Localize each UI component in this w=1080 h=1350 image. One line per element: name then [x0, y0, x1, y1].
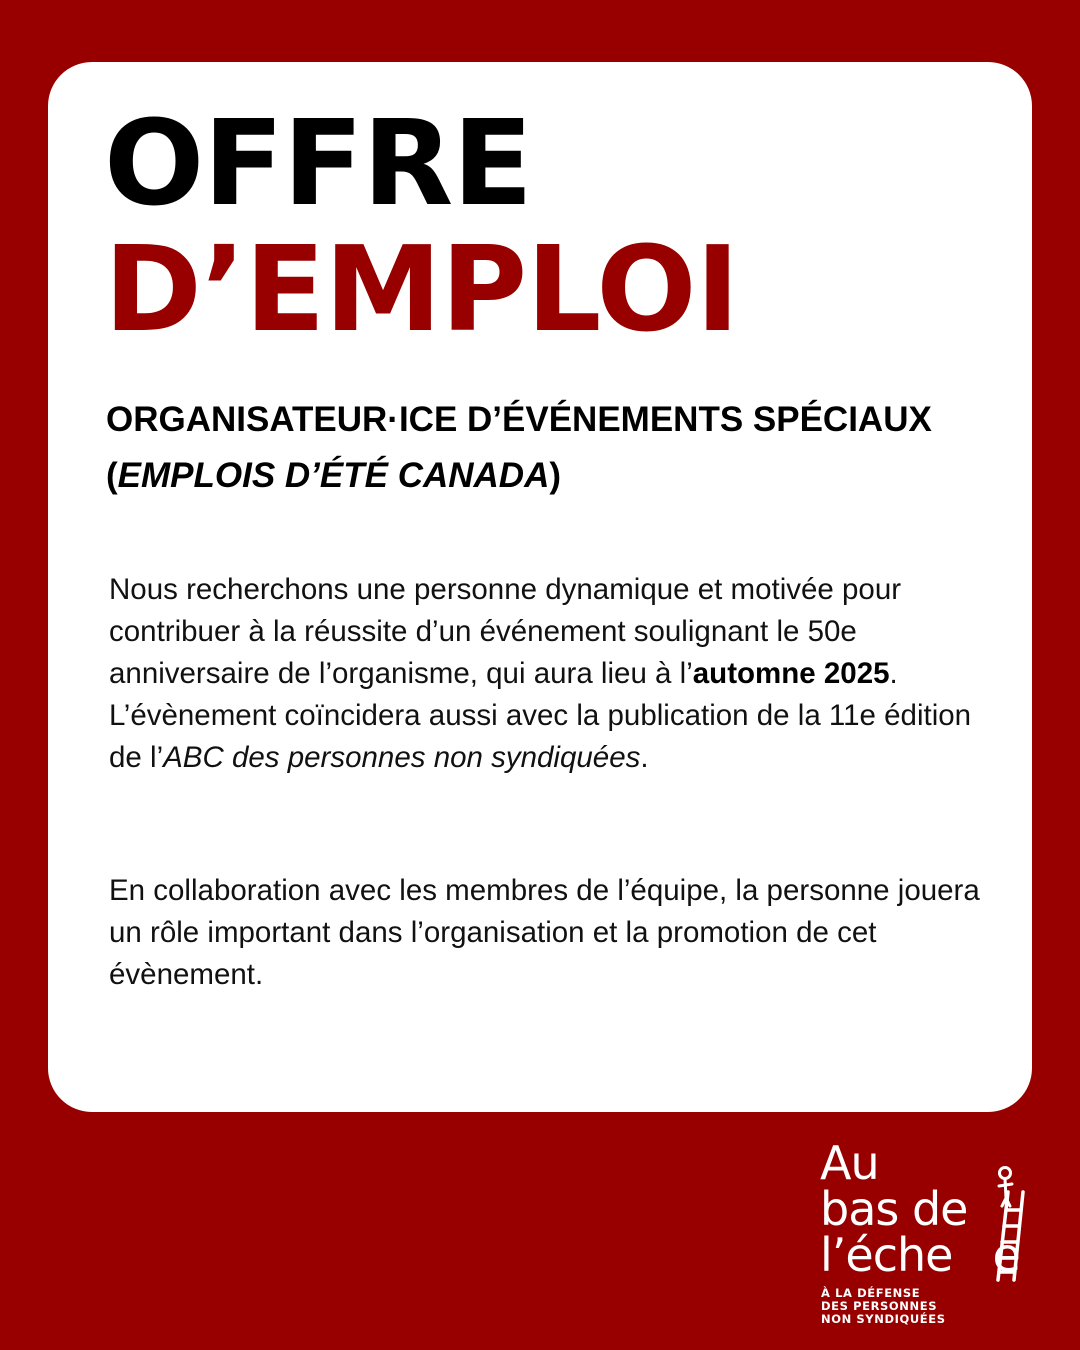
job-program: EMPLOIS D’ÉTÉ CANADA	[117, 456, 550, 495]
paragraph1-text-before: Nous recherchons une personne dynamique et motivée pour contribuer à la réussite d’un événement soulignant le 50e anniversaire de l’organisme, qui aura lieu à l’	[109, 573, 902, 690]
content-card	[48, 62, 1032, 1112]
logo-tagline-1: À LA DÉFENSE	[821, 1286, 921, 1300]
logo-line-echelle-start: l’éche	[820, 1228, 953, 1282]
organization-logo	[818, 1136, 1058, 1340]
logo-line-echelle-end: e	[992, 1228, 1020, 1282]
logo-line-au: Au	[820, 1136, 879, 1190]
job-title-part2: )	[549, 456, 562, 495]
job-title	[106, 392, 986, 504]
paragraph1-text-middle: . L’évènement coïncidera aussi avec la publication de la 11e édition de l’	[109, 657, 972, 774]
event-date-highlight: automne 2025	[692, 657, 890, 690]
description-paragraph-1	[109, 569, 989, 779]
logo-line-bas-de: bas de	[820, 1182, 968, 1236]
paragraph1-text-after: .	[640, 741, 649, 774]
logo-tagline-3: NON SYNDIQUÉES	[821, 1312, 946, 1326]
logo-tagline-2: DES PERSONNES	[821, 1299, 938, 1313]
job-title-part1: ORGANISATEUR·ICE D’ÉVÉNEMENTS SPÉCIAUX (	[106, 400, 932, 495]
heading-emploi: D’EMPLOI	[104, 220, 739, 358]
heading-offre: OFFRE	[104, 94, 532, 232]
publication-title: ABC des personnes non syndiquées	[163, 741, 641, 774]
description-paragraph-2: En collaboration avec les membres de l’équipe, la personne jouera un rôle important dans l’organisation et la promotion de cet évènement.	[109, 874, 980, 991]
ladder-person-icon	[968, 1140, 1068, 1285]
